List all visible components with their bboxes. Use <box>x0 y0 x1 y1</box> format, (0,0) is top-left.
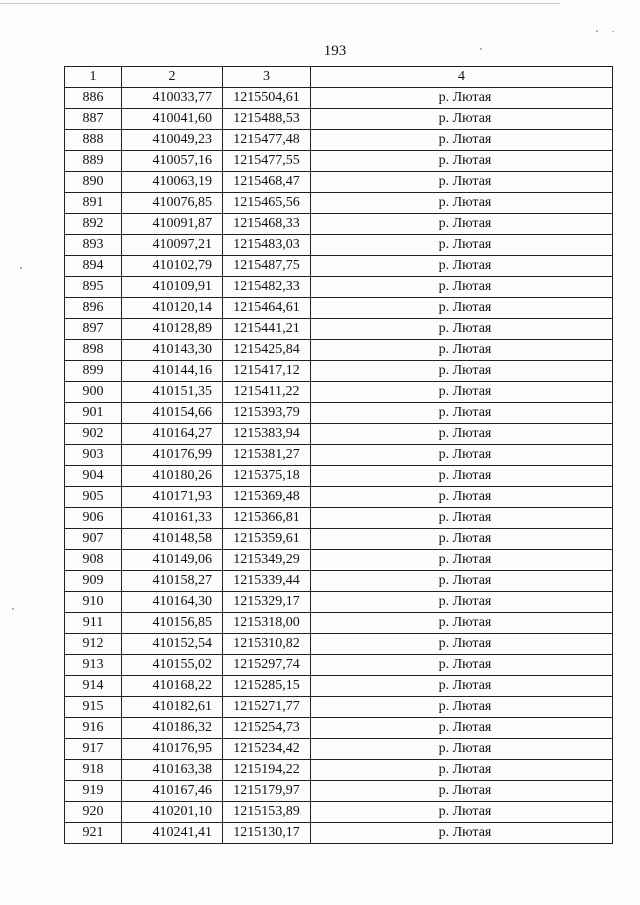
river-name-label: р. Лютая <box>438 657 492 672</box>
x-coordinate-cell: 410164,30 <box>122 592 223 613</box>
x-coordinate-cell: 410241,41 <box>122 823 223 844</box>
point-number-cell: 893 <box>65 235 122 256</box>
description-cell <box>311 361 613 382</box>
river-name-label: р. Лютая <box>438 195 492 210</box>
point-number-cell: 916 <box>65 718 122 739</box>
table-row <box>65 466 613 487</box>
description-cell <box>311 235 613 256</box>
point-number-cell: 905 <box>65 487 122 508</box>
description-cell <box>311 781 613 802</box>
river-name-label: р. Лютая <box>438 321 492 336</box>
description-cell <box>311 718 613 739</box>
point-number-cell: 911 <box>65 613 122 634</box>
river-name-label: р. Лютая <box>438 531 492 546</box>
x-coordinate-cell: 410109,91 <box>122 277 223 298</box>
description-cell <box>311 88 613 109</box>
point-number-cell: 914 <box>65 676 122 697</box>
table-row <box>65 760 613 781</box>
table-row <box>65 802 613 823</box>
x-coordinate-cell: 410091,87 <box>122 214 223 235</box>
scan-speck <box>612 31 614 32</box>
description-cell <box>311 613 613 634</box>
table-body <box>65 88 613 844</box>
y-coordinate-cell: 1215285,15 <box>223 676 311 697</box>
point-number-cell: 889 <box>65 151 122 172</box>
river-name-label: р. Лютая <box>438 174 492 189</box>
river-name-label: р. Лютая <box>438 279 492 294</box>
river-name-label: р. Лютая <box>438 216 492 231</box>
y-coordinate-cell: 1215369,48 <box>223 487 311 508</box>
x-coordinate-cell: 410143,30 <box>122 340 223 361</box>
y-coordinate-cell: 1215310,82 <box>223 634 311 655</box>
table-row <box>65 256 613 277</box>
river-name-label: р. Лютая <box>438 594 492 609</box>
y-coordinate-cell: 1215366,81 <box>223 508 311 529</box>
table-row <box>65 529 613 550</box>
y-coordinate-cell: 1215375,18 <box>223 466 311 487</box>
table-row <box>65 88 613 109</box>
table-row <box>65 403 613 424</box>
river-name-label: р. Лютая <box>438 426 492 441</box>
x-coordinate-cell: 410144,16 <box>122 361 223 382</box>
column-header: 2 <box>122 67 223 88</box>
description-cell <box>311 550 613 571</box>
table-row <box>65 445 613 466</box>
river-name-label: р. Лютая <box>438 636 492 651</box>
table-row <box>65 340 613 361</box>
table-row <box>65 235 613 256</box>
x-coordinate-cell: 410186,32 <box>122 718 223 739</box>
x-coordinate-cell: 410180,26 <box>122 466 223 487</box>
table-row <box>65 697 613 718</box>
table-row <box>65 487 613 508</box>
y-coordinate-cell: 1215441,21 <box>223 319 311 340</box>
point-number-cell: 901 <box>65 403 122 424</box>
river-name-label: р. Лютая <box>438 699 492 714</box>
river-name-label: р. Лютая <box>438 678 492 693</box>
scan-speck <box>20 267 22 269</box>
point-number-cell: 920 <box>65 802 122 823</box>
description-cell <box>311 403 613 424</box>
description-cell <box>311 508 613 529</box>
x-coordinate-cell: 410154,66 <box>122 403 223 424</box>
description-cell <box>311 445 613 466</box>
table-row <box>65 739 613 760</box>
description-cell <box>311 151 613 172</box>
table-row <box>65 298 613 319</box>
description-cell <box>311 424 613 445</box>
table-row <box>65 718 613 739</box>
table-row <box>65 508 613 529</box>
river-name-label: р. Лютая <box>438 573 492 588</box>
table-row <box>65 823 613 844</box>
table-row <box>65 382 613 403</box>
description-cell <box>311 676 613 697</box>
y-coordinate-cell: 1215393,79 <box>223 403 311 424</box>
point-number-cell: 890 <box>65 172 122 193</box>
x-coordinate-cell: 410076,85 <box>122 193 223 214</box>
table-row <box>65 193 613 214</box>
table-row <box>65 277 613 298</box>
river-name-label: р. Лютая <box>438 300 492 315</box>
river-name-label: р. Лютая <box>438 258 492 273</box>
description-cell <box>311 571 613 592</box>
x-coordinate-cell: 410128,89 <box>122 319 223 340</box>
description-cell <box>311 193 613 214</box>
x-coordinate-cell: 410049,23 <box>122 130 223 151</box>
river-name-label: р. Лютая <box>438 363 492 378</box>
x-coordinate-cell: 410148,58 <box>122 529 223 550</box>
description-cell <box>311 739 613 760</box>
river-name-label: р. Лютая <box>438 405 492 420</box>
y-coordinate-cell: 1215318,00 <box>223 613 311 634</box>
scan-edge-line <box>0 3 560 4</box>
table-row <box>65 361 613 382</box>
description-cell <box>311 655 613 676</box>
y-coordinate-cell: 1215359,61 <box>223 529 311 550</box>
river-name-label: р. Лютая <box>438 762 492 777</box>
table-row <box>65 592 613 613</box>
y-coordinate-cell: 1215271,77 <box>223 697 311 718</box>
table-row <box>65 109 613 130</box>
column-header: 1 <box>65 67 122 88</box>
x-coordinate-cell: 410167,46 <box>122 781 223 802</box>
point-number-cell: 898 <box>65 340 122 361</box>
description-cell <box>311 802 613 823</box>
y-coordinate-cell: 1215179,97 <box>223 781 311 802</box>
y-coordinate-cell: 1215254,73 <box>223 718 311 739</box>
point-number-cell: 918 <box>65 760 122 781</box>
x-coordinate-cell: 410155,02 <box>122 655 223 676</box>
y-coordinate-cell: 1215504,61 <box>223 88 311 109</box>
table-row <box>65 550 613 571</box>
point-number-cell: 892 <box>65 214 122 235</box>
table-row <box>65 781 613 802</box>
point-number-cell: 908 <box>65 550 122 571</box>
y-coordinate-cell: 1215482,33 <box>223 277 311 298</box>
river-name-label: р. Лютая <box>438 468 492 483</box>
river-name-label: р. Лютая <box>438 132 492 147</box>
point-number-cell: 897 <box>65 319 122 340</box>
y-coordinate-cell: 1215130,17 <box>223 823 311 844</box>
point-number-cell: 894 <box>65 256 122 277</box>
y-coordinate-cell: 1215468,33 <box>223 214 311 235</box>
description-cell <box>311 130 613 151</box>
x-coordinate-cell: 410102,79 <box>122 256 223 277</box>
description-cell <box>311 823 613 844</box>
description-cell <box>311 109 613 130</box>
x-coordinate-cell: 410149,06 <box>122 550 223 571</box>
table-row <box>65 214 613 235</box>
point-number-cell: 886 <box>65 88 122 109</box>
y-coordinate-cell: 1215477,55 <box>223 151 311 172</box>
y-coordinate-cell: 1215349,29 <box>223 550 311 571</box>
y-coordinate-cell: 1215383,94 <box>223 424 311 445</box>
x-coordinate-cell: 410163,38 <box>122 760 223 781</box>
y-coordinate-cell: 1215329,17 <box>223 592 311 613</box>
y-coordinate-cell: 1215153,89 <box>223 802 311 823</box>
page-number: 193 <box>323 43 347 59</box>
river-name-label: р. Лютая <box>438 720 492 735</box>
y-coordinate-cell: 1215339,44 <box>223 571 311 592</box>
y-coordinate-cell: 1215465,56 <box>223 193 311 214</box>
y-coordinate-cell: 1215464,61 <box>223 298 311 319</box>
river-name-label: р. Лютая <box>438 90 492 105</box>
point-number-cell: 895 <box>65 277 122 298</box>
description-cell <box>311 466 613 487</box>
x-coordinate-cell: 410158,27 <box>122 571 223 592</box>
table-row <box>65 613 613 634</box>
y-coordinate-cell: 1215483,03 <box>223 235 311 256</box>
x-coordinate-cell: 410176,95 <box>122 739 223 760</box>
description-cell <box>311 529 613 550</box>
point-number-cell: 917 <box>65 739 122 760</box>
point-number-cell: 909 <box>65 571 122 592</box>
point-number-cell: 891 <box>65 193 122 214</box>
description-cell <box>311 172 613 193</box>
description-cell <box>311 634 613 655</box>
y-coordinate-cell: 1215194,22 <box>223 760 311 781</box>
point-number-cell: 912 <box>65 634 122 655</box>
x-coordinate-cell: 410164,27 <box>122 424 223 445</box>
x-coordinate-cell: 410182,61 <box>122 697 223 718</box>
point-number-cell: 921 <box>65 823 122 844</box>
table-row <box>65 676 613 697</box>
point-number-cell: 919 <box>65 781 122 802</box>
river-name-label: р. Лютая <box>438 825 492 840</box>
river-name-label: р. Лютая <box>438 111 492 126</box>
y-coordinate-cell: 1215297,74 <box>223 655 311 676</box>
table-row <box>65 151 613 172</box>
scan-speck <box>12 608 14 610</box>
river-name-label: р. Лютая <box>438 237 492 252</box>
river-name-label: р. Лютая <box>438 489 492 504</box>
description-cell <box>311 214 613 235</box>
table-header-row <box>65 67 613 88</box>
river-name-label: р. Лютая <box>438 783 492 798</box>
x-coordinate-cell: 410151,35 <box>122 382 223 403</box>
point-number-cell: 913 <box>65 655 122 676</box>
point-number-cell: 887 <box>65 109 122 130</box>
scan-speck <box>596 30 598 32</box>
y-coordinate-cell: 1215477,48 <box>223 130 311 151</box>
x-coordinate-cell: 410057,16 <box>122 151 223 172</box>
x-coordinate-cell: 410033,77 <box>122 88 223 109</box>
point-number-cell: 903 <box>65 445 122 466</box>
river-name-label: р. Лютая <box>438 153 492 168</box>
y-coordinate-cell: 1215425,84 <box>223 340 311 361</box>
coordinates-table <box>64 66 613 844</box>
point-number-cell: 906 <box>65 508 122 529</box>
river-name-label: р. Лютая <box>438 384 492 399</box>
y-coordinate-cell: 1215411,22 <box>223 382 311 403</box>
point-number-cell: 900 <box>65 382 122 403</box>
x-coordinate-cell: 410063,19 <box>122 172 223 193</box>
river-name-label: р. Лютая <box>438 447 492 462</box>
river-name-label: р. Лютая <box>438 615 492 630</box>
point-number-cell: 888 <box>65 130 122 151</box>
x-coordinate-cell: 410201,10 <box>122 802 223 823</box>
point-number-cell: 907 <box>65 529 122 550</box>
y-coordinate-cell: 1215488,53 <box>223 109 311 130</box>
river-name-label: р. Лютая <box>438 552 492 567</box>
x-coordinate-cell: 410097,21 <box>122 235 223 256</box>
table-row <box>65 634 613 655</box>
x-coordinate-cell: 410171,93 <box>122 487 223 508</box>
x-coordinate-cell: 410176,99 <box>122 445 223 466</box>
description-cell <box>311 256 613 277</box>
point-number-cell: 910 <box>65 592 122 613</box>
y-coordinate-cell: 1215468,47 <box>223 172 311 193</box>
description-cell <box>311 697 613 718</box>
x-coordinate-cell: 410161,33 <box>122 508 223 529</box>
description-cell <box>311 340 613 361</box>
column-header: 4 <box>311 67 613 88</box>
x-coordinate-cell: 410120,14 <box>122 298 223 319</box>
river-name-label: р. Лютая <box>438 510 492 525</box>
table-row <box>65 130 613 151</box>
point-number-cell: 904 <box>65 466 122 487</box>
table-row <box>65 172 613 193</box>
table-row <box>65 319 613 340</box>
river-name-label: р. Лютая <box>438 804 492 819</box>
y-coordinate-cell: 1215487,75 <box>223 256 311 277</box>
y-coordinate-cell: 1215234,42 <box>223 739 311 760</box>
x-coordinate-cell: 410156,85 <box>122 613 223 634</box>
river-name-label: р. Лютая <box>438 741 492 756</box>
x-coordinate-cell: 410041,60 <box>122 109 223 130</box>
description-cell <box>311 487 613 508</box>
table-row <box>65 424 613 445</box>
description-cell <box>311 277 613 298</box>
description-cell <box>311 298 613 319</box>
point-number-cell: 902 <box>65 424 122 445</box>
description-cell <box>311 760 613 781</box>
river-name-label: р. Лютая <box>438 342 492 357</box>
y-coordinate-cell: 1215381,27 <box>223 445 311 466</box>
table-row <box>65 655 613 676</box>
column-header: 3 <box>223 67 311 88</box>
x-coordinate-cell: 410168,22 <box>122 676 223 697</box>
description-cell <box>311 382 613 403</box>
x-coordinate-cell: 410152,54 <box>122 634 223 655</box>
description-cell <box>311 319 613 340</box>
point-number-cell: 899 <box>65 361 122 382</box>
table-row <box>65 571 613 592</box>
point-number-cell: 915 <box>65 697 122 718</box>
y-coordinate-cell: 1215417,12 <box>223 361 311 382</box>
description-cell <box>311 592 613 613</box>
point-number-cell: 896 <box>65 298 122 319</box>
